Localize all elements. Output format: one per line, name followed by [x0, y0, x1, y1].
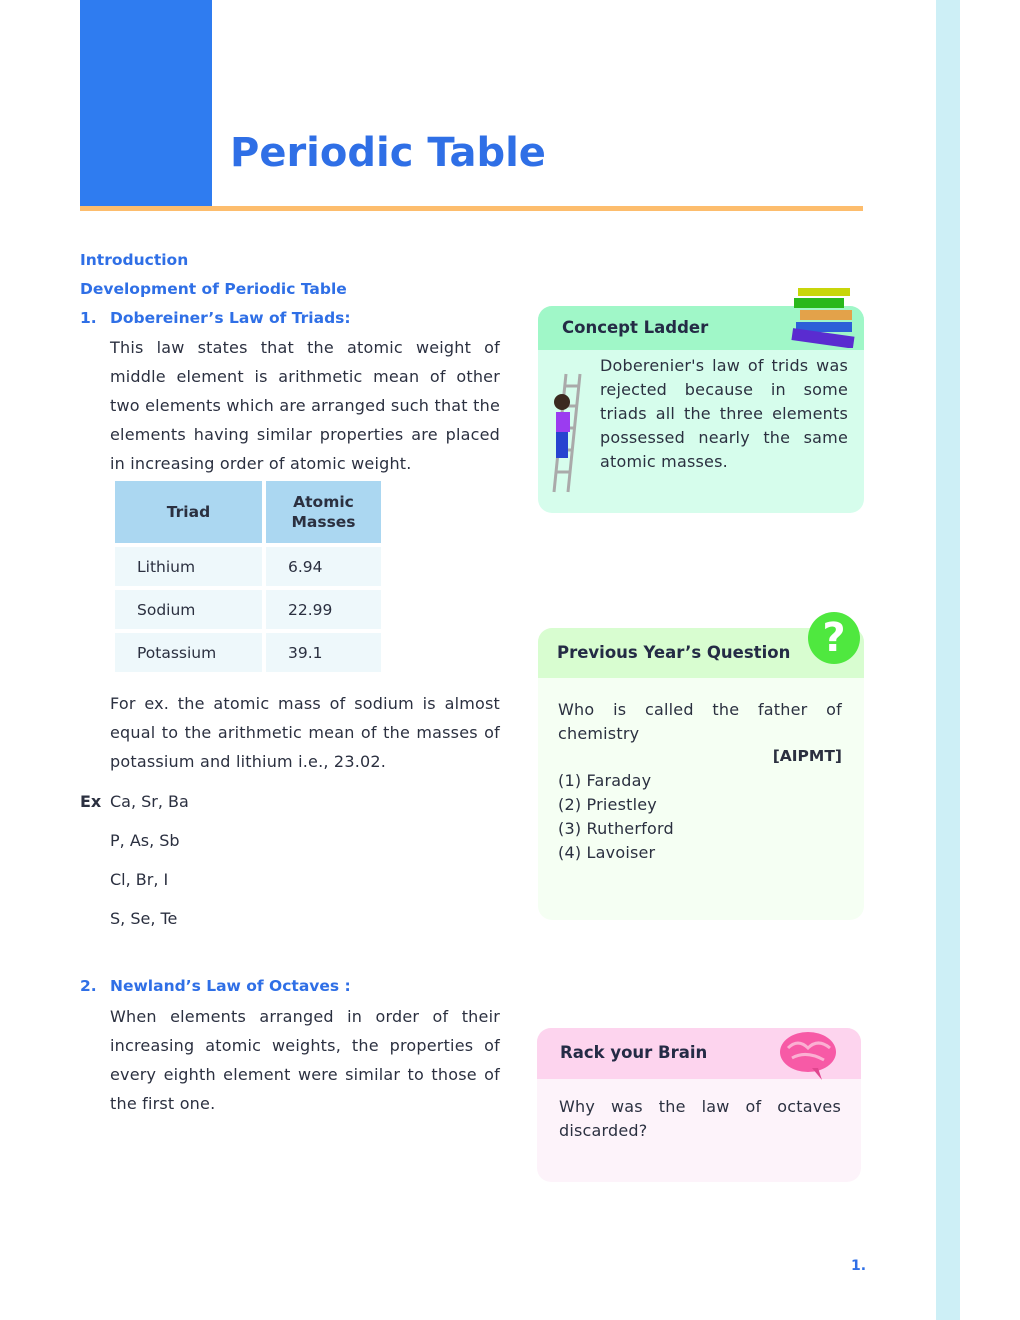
page-title: Periodic Table: [230, 130, 546, 176]
concept-text: Doberenier's law of trids was rejected because in some triads all the three elements possessed nearly the same atomic masses.: [600, 356, 848, 471]
pyq-title: Previous Year’s Question: [538, 628, 864, 678]
cell: Sodium: [115, 590, 262, 629]
header-block: [80, 0, 212, 206]
pyq-option[interactable]: (2) Priestley: [558, 795, 657, 814]
col-mass: Atomic Masses: [266, 481, 381, 543]
intro-heading: Introduction: [80, 251, 189, 269]
pyq-option[interactable]: (4) Lavoiser: [558, 843, 656, 862]
triad-table: [111, 477, 385, 676]
s2-heading: Newland’s Law of Octaves :: [110, 977, 351, 995]
ladder-girl-icon: [546, 372, 588, 496]
cell: Potassium: [115, 633, 262, 672]
pyq-option[interactable]: (3) Rutherford: [558, 819, 674, 838]
ex-label: Ex: [80, 792, 102, 811]
ex-item: S, Se, Te: [110, 909, 178, 928]
col-triad: Triad: [115, 481, 262, 543]
question-mark-icon: ?: [808, 612, 860, 664]
table-row: [115, 590, 381, 629]
s1-number: 1.: [80, 309, 97, 327]
dev-heading: Development of Periodic Table: [80, 280, 347, 298]
books-icon: [790, 286, 860, 348]
pyq-option[interactable]: (1) Faraday: [558, 771, 652, 790]
concept-title: Concept Ladder: [538, 306, 864, 350]
title-divider: [80, 206, 863, 211]
cell: 39.1: [266, 633, 381, 672]
s1-example: For ex. the atomic mass of sodium is almost equal to the arithmetic mean of the masses of potassium and lithium i.e., 23.02.: [110, 694, 500, 771]
cell: 22.99: [266, 590, 381, 629]
s1-heading: Dobereiner’s Law of Triads:: [110, 309, 351, 327]
pyq-tag: [AIPMT]: [772, 747, 842, 765]
table-row: [115, 547, 381, 586]
s2-number: 2.: [80, 977, 97, 995]
brain-text: Why was the law of octaves discarded?: [559, 1097, 841, 1140]
s2-text: When elements arranged in order of their increasing atomic weights, the properties of every eighth element were similar to those of the first one.: [110, 1007, 500, 1113]
table-row: [115, 633, 381, 672]
cell: Lithium: [115, 547, 262, 586]
ex-item: Ca, Sr, Ba: [110, 792, 189, 811]
page-number: 1.: [851, 1258, 867, 1274]
pyq-box: [538, 628, 864, 920]
brain-icon: [778, 1028, 842, 1082]
pyq-question: Who is called the father of chemistry: [558, 700, 842, 743]
s1-text: This law states that the atomic weight of middle element is arithmetic mean of other two elements which are arranged such that the elements having similar properties are placed in increasing order of atomic weight.: [110, 338, 500, 473]
side-strip: [936, 0, 960, 1320]
cell: 6.94: [266, 547, 381, 586]
ex-item: Cl, Br, I: [110, 870, 169, 889]
brain-title: Rack your Brain: [537, 1028, 861, 1079]
ex-item: P, As, Sb: [110, 831, 180, 850]
